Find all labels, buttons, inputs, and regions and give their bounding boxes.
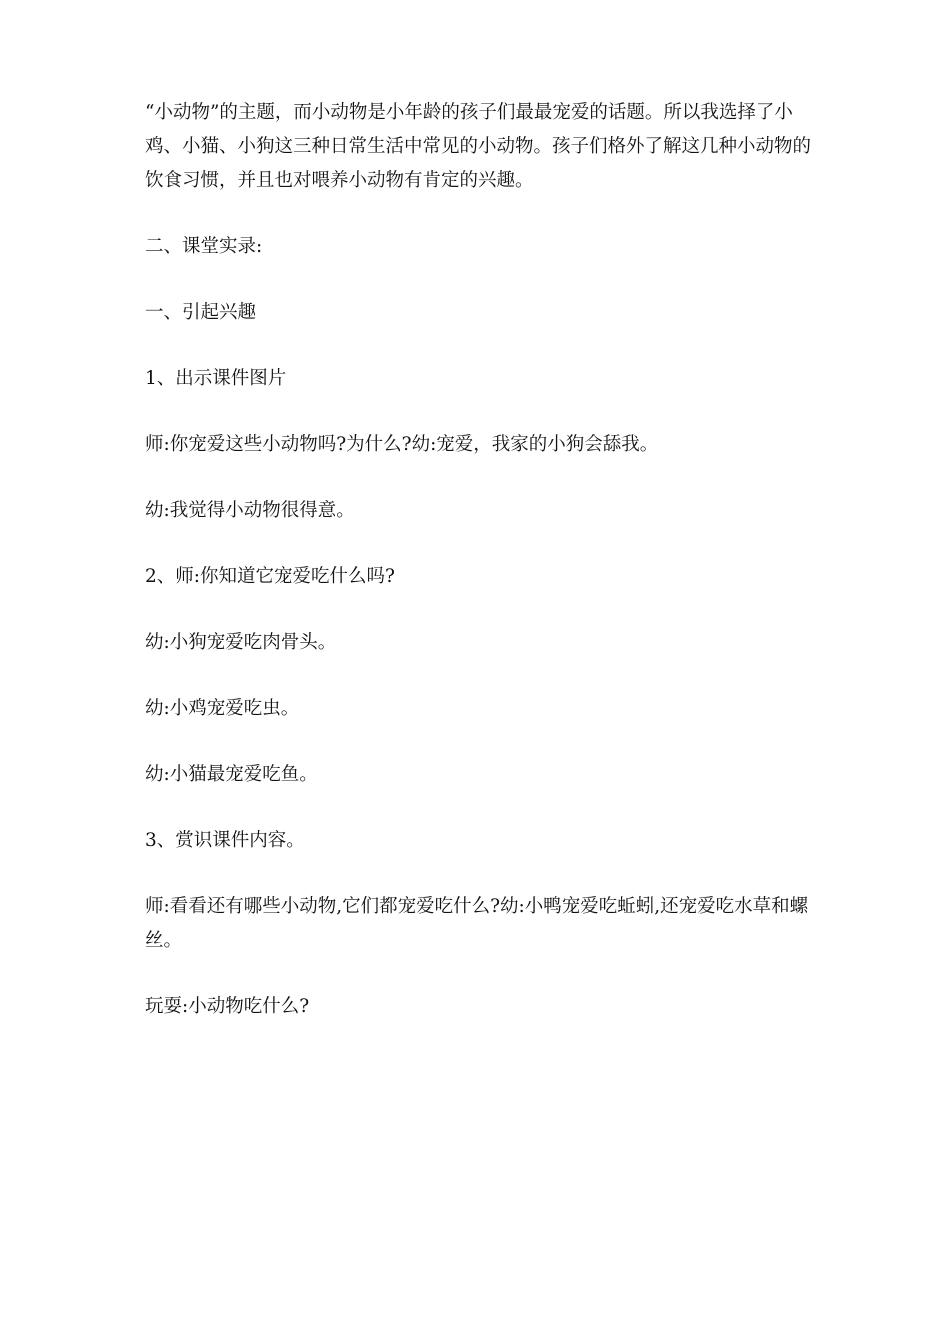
paragraph-intro: “小动物”的主题，而小动物是小年龄的孩子们最最宠爱的话题。所以我选择了小鸡、小猫、小狗这三种日常生活中常见的小动物。孩子们格外了解这几种小动物的饮食习惯，并且也对喂养小动物有肯定的兴趣。 — [145, 102, 812, 191]
step-3-appreciate: 3、赏识课件内容。 — [145, 830, 305, 851]
document-body — [145, 96, 815, 1024]
heading-arouse-interest: 一、引起兴趣 — [145, 302, 257, 323]
heading-classroom-record: 二、课堂实录: — [145, 236, 263, 257]
step-2-teacher-question: 2、师:你知道它宠爱吃什么吗? — [145, 566, 395, 587]
step-1-show-images: 1、出示课件图片 — [145, 368, 287, 389]
game-heading: 玩耍:小动物吃什么? — [145, 996, 310, 1017]
dialogue-child-answer-dog: 幼:小狗宠爱吃肉骨头。 — [145, 632, 337, 653]
dialogue-teacher-question-1: 师:你宠爱这些小动物吗?为什么?幼:宠爱，我家的小狗会舔我。 — [145, 434, 659, 455]
dialogue-child-answer-chick: 幼:小鸡宠爱吃虫。 — [145, 698, 300, 719]
dialogue-teacher-question-3: 师:看看还有哪些小动物,它们都宠爱吃什么?幼:小鸭宠爱吃蚯蚓,还宠爱吃水草和螺丝。 — [145, 896, 809, 951]
dialogue-child-answer-1: 幼:我觉得小动物很得意。 — [145, 500, 355, 521]
dialogue-child-answer-cat: 幼:小猫最宠爱吃鱼。 — [145, 764, 318, 785]
